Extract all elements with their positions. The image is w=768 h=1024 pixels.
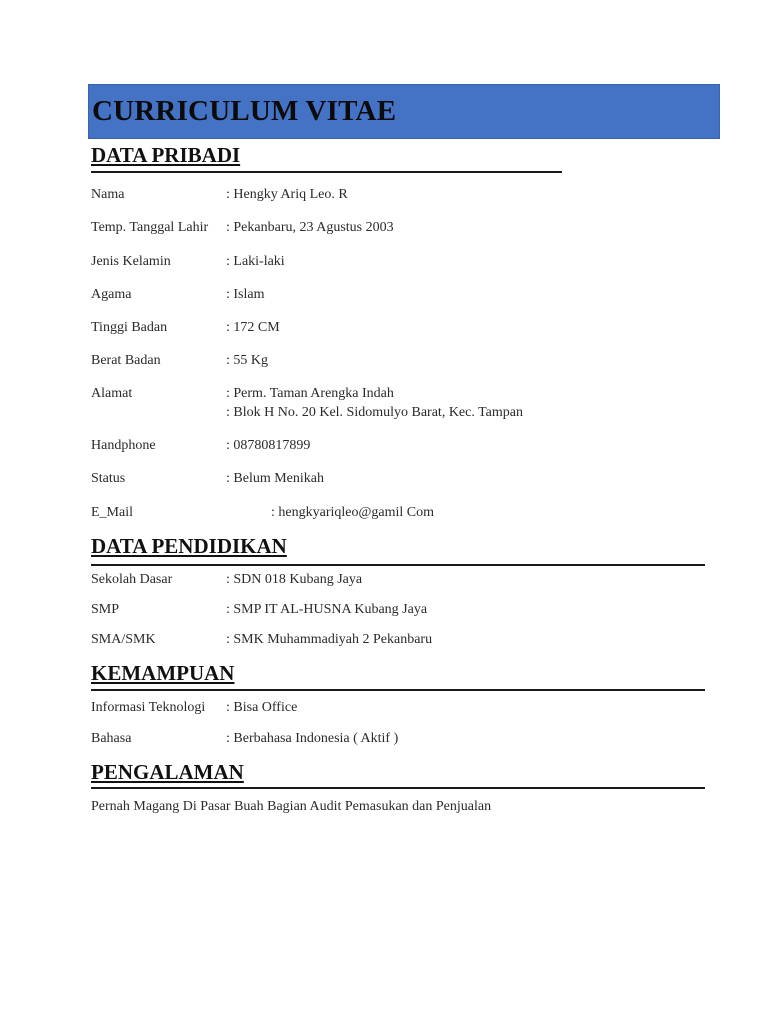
section-rule (91, 171, 562, 173)
value-tempat-tanggal-lahir: : Pekanbaru, 23 Agustus 2003 (226, 220, 394, 235)
section-rule (91, 787, 705, 789)
title-banner (88, 84, 720, 139)
label-sekolah-dasar: Sekolah Dasar (91, 572, 173, 587)
value-bahasa: : Berbahasa Indonesia ( Aktif ) (226, 731, 399, 746)
document-title: CURRICULUM VITAE (92, 95, 397, 127)
label-email: E_Mail (91, 505, 133, 520)
label-bahasa: Bahasa (91, 731, 132, 746)
section-rule (91, 564, 705, 566)
value-nama: : Hengky Ariq Leo. R (226, 187, 348, 202)
section-rule (91, 689, 705, 691)
value-sma-smk: : SMK Muhammadiyah 2 Pekanbaru (226, 632, 433, 647)
value-smp: : SMP IT AL-HUSNA Kubang Jaya (226, 602, 428, 617)
label-informasi-teknologi: Informasi Teknologi (91, 700, 206, 715)
label-berat-badan: Berat Badan (91, 353, 161, 368)
value-status: : Belum Menikah (226, 471, 324, 486)
value-alamat-line1: : Perm. Taman Arengka Indah (226, 386, 394, 401)
label-tempat-tanggal-lahir: Temp. Tanggal Lahir (91, 220, 209, 235)
value-agama: : Islam (226, 287, 265, 302)
section-heading-data-pribadi: DATA PRIBADI (91, 143, 241, 167)
section-heading-data-pendidikan: DATA PENDIDIKAN (91, 534, 287, 558)
label-status: Status (91, 471, 126, 486)
label-handphone: Handphone (91, 438, 156, 453)
label-nama: Nama (91, 187, 125, 202)
label-smp: SMP (91, 602, 120, 617)
value-informasi-teknologi: : Bisa Office (226, 700, 298, 715)
value-jenis-kelamin: : Laki-laki (226, 254, 285, 269)
value-handphone: : 08780817899 (226, 438, 311, 453)
value-email: : hengkyariqleo@gamil Com (271, 505, 434, 520)
value-alamat-line2: : Blok H No. 20 Kel. Sidomulyo Barat, Kec. Tampan (226, 405, 524, 420)
value-berat-badan: : 55 Kg (226, 353, 268, 368)
label-jenis-kelamin: Jenis Kelamin (91, 254, 171, 269)
label-sma-smk: SMA/SMK (91, 632, 156, 647)
label-tinggi-badan: Tinggi Badan (91, 320, 168, 335)
label-agama: Agama (91, 287, 132, 302)
value-sekolah-dasar: : SDN 018 Kubang Jaya (226, 572, 363, 587)
section-heading-kemampuan: KEMAMPUAN (91, 661, 235, 685)
pengalaman-text: Pernah Magang Di Pasar Buah Bagian Audit Pemasukan dan Penjualan (91, 799, 492, 814)
section-heading-pengalaman: PENGALAMAN (91, 760, 244, 784)
value-tinggi-badan: : 172 CM (226, 320, 280, 335)
label-alamat: Alamat (91, 386, 133, 401)
